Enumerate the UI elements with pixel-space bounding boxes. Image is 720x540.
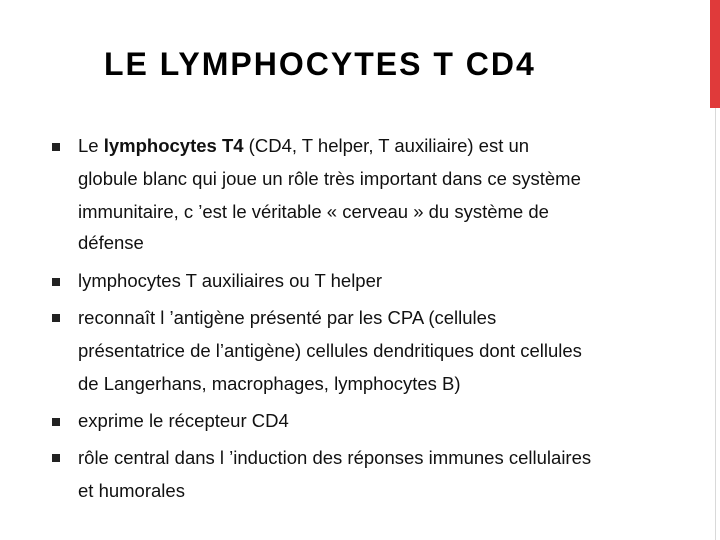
square-bullet-icon: [52, 143, 60, 151]
bullet-1-line-4: défense: [78, 232, 144, 253]
bullet-1-bold-term: lymphocytes T4: [103, 135, 244, 156]
bullet-1-line-3: immunitaire, c ’est le véritable « cerveau » du système de: [78, 201, 549, 222]
slide-title: LE LYMPHOCYTES T CD4: [104, 46, 536, 82]
bullet-1-line-2: globule blanc qui joue un rôle très important dans ce système: [78, 168, 581, 189]
edge-divider: [715, 108, 716, 540]
square-bullet-icon: [52, 418, 60, 426]
bullet-5-line-1: rôle central dans l ’induction des réponses immunes cellulaires: [78, 447, 592, 468]
square-bullet-icon: [52, 454, 60, 462]
bullet-4-line-1: exprime le récepteur CD4: [78, 410, 289, 431]
bullet-3-line-2: présentatrice de l’antigène) cellules dendritiques dont cellules: [78, 340, 582, 361]
bullet-5-line-2: et humorales: [78, 480, 185, 501]
bullet-1-prefix: Le: [78, 135, 104, 156]
bullet-3-line-3: de Langerhans, macrophages, lymphocytes B): [78, 373, 461, 394]
bullet-2-line-1: lymphocytes T auxiliaires ou T helper: [78, 270, 383, 291]
bullet-1-suffix: (CD4, T helper, T auxiliaire) est un: [243, 135, 530, 156]
square-bullet-icon: [52, 314, 60, 322]
square-bullet-icon: [52, 278, 60, 286]
accent-bar: [710, 0, 720, 108]
bullet-1-line-1: [78, 135, 529, 157]
bullet-3-line-1: reconnaît l ’antigène présenté par les CPA (cellules: [78, 307, 497, 328]
